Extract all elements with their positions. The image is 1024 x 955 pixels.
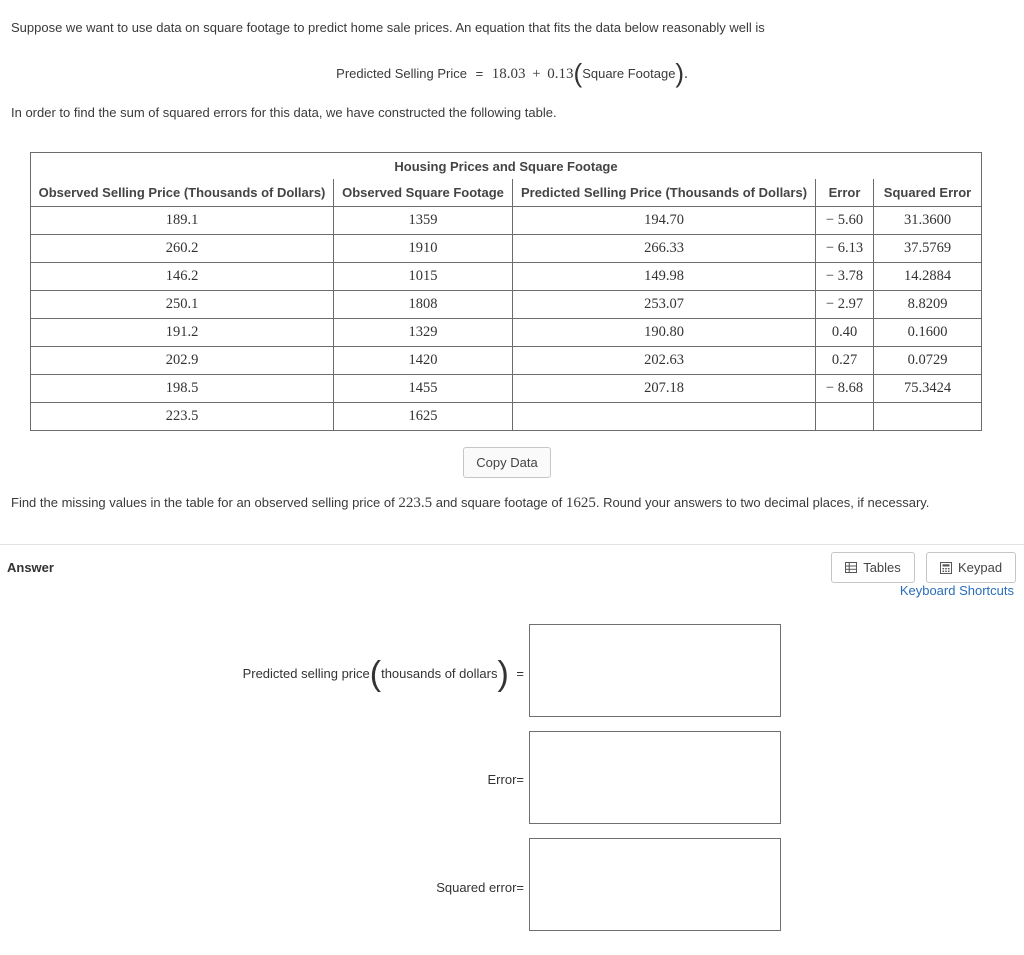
cell-squared-error	[874, 403, 982, 431]
table-row	[31, 403, 982, 431]
open-paren-glyph: (	[573, 58, 583, 88]
cell-observed-price: 250.1	[31, 291, 334, 319]
table-row	[31, 347, 982, 375]
keypad-button-label: Keypad	[957, 560, 1003, 575]
intro-text: Suppose we want to use data on square footage to predict home sale prices. An equation that fits the data below reasonably well is	[11, 20, 765, 35]
section-divider	[0, 544, 1024, 545]
table-grid-icon	[845, 562, 857, 573]
table-header-row	[31, 179, 982, 207]
cell-predicted-price: 207.18	[513, 375, 816, 403]
close-paren-glyph: )	[497, 655, 509, 693]
cell-predicted-price: 202.63	[513, 347, 816, 375]
cell-squared-error: 14.2884	[874, 263, 982, 291]
table-row	[31, 291, 982, 319]
calculator-icon	[940, 562, 952, 574]
predicted-label-equals: =	[516, 666, 524, 681]
error-input[interactable]	[529, 731, 781, 824]
table-row	[31, 235, 982, 263]
cell-error: − 3.78	[816, 263, 874, 291]
find-price-value: 223.5	[398, 495, 433, 511]
cell-observed-price: 202.9	[31, 347, 334, 375]
formula-intercept: 18.03	[491, 66, 526, 82]
squared-error-label: Squared error=	[436, 880, 524, 895]
cell-error: − 2.97	[816, 291, 874, 319]
cell-error: 0.27	[816, 347, 874, 375]
cell-squared-error: 31.3600	[874, 207, 982, 235]
cell-observed-price: 223.5	[31, 403, 334, 431]
keypad-button[interactable]	[926, 552, 1016, 583]
cell-squared-error: 0.0729	[874, 347, 982, 375]
find-prefix: Find the missing values in the table for an observed selling price of	[11, 495, 395, 510]
regression-formula	[0, 58, 1024, 89]
cell-predicted-price	[513, 403, 816, 431]
formula-lhs: Predicted Selling Price	[336, 66, 467, 81]
cell-observed-sqft: 1015	[334, 263, 513, 291]
open-paren-glyph: (	[369, 655, 382, 693]
predicted-price-input[interactable]	[529, 624, 781, 717]
cell-error	[816, 403, 874, 431]
cell-predicted-price: 266.33	[513, 235, 816, 263]
cell-observed-price: 198.5	[31, 375, 334, 403]
cell-error: 0.40	[816, 319, 874, 347]
find-middle: and square footage of	[435, 495, 563, 510]
cell-predicted-price: 149.98	[513, 263, 816, 291]
cell-observed-price: 260.2	[31, 235, 334, 263]
formula-plus: +	[532, 66, 541, 82]
housing-table	[30, 152, 982, 431]
table-caption: Housing Prices and Square Footage	[31, 153, 982, 180]
cell-squared-error: 8.8209	[874, 291, 982, 319]
cell-observed-price: 191.2	[31, 319, 334, 347]
predicted-label-unit: thousands of dollars	[381, 666, 498, 681]
table-row	[31, 207, 982, 235]
cell-observed-price: 146.2	[31, 263, 334, 291]
header-squared-error: Squared Error	[874, 179, 982, 207]
keyboard-shortcuts-link[interactable]: Keyboard Shortcuts	[899, 583, 1014, 598]
error-label: Error=	[487, 772, 524, 787]
cell-squared-error: 37.5769	[874, 235, 982, 263]
cell-observed-sqft: 1625	[334, 403, 513, 431]
header-observed-sqft: Observed Square Footage	[334, 179, 513, 207]
table-row	[31, 263, 982, 291]
cell-error: − 5.60	[816, 207, 874, 235]
cell-squared-error: 0.1600	[874, 319, 982, 347]
formula-variable: Square Footage	[582, 66, 676, 81]
predicted-label-start: Predicted selling price	[242, 666, 370, 681]
formula-equals: =	[475, 66, 484, 81]
cell-observed-sqft: 1910	[334, 235, 513, 263]
cell-predicted-price: 190.80	[513, 319, 816, 347]
cell-squared-error: 75.3424	[874, 375, 982, 403]
table-intro-text: In order to find the sum of squared errors for this data, we have constructed the following table.	[11, 105, 557, 120]
header-predicted-price: Predicted Selling Price (Thousands of Dollars)	[513, 179, 816, 207]
copy-data-button[interactable]: Copy Data	[463, 447, 551, 478]
cell-observed-price: 189.1	[31, 207, 334, 235]
find-suffix: . Round your answers to two decimal places, if necessary.	[595, 495, 930, 510]
formula-slope: 0.13	[547, 66, 574, 82]
cell-error: − 6.13	[816, 235, 874, 263]
cell-predicted-price: 253.07	[513, 291, 816, 319]
cell-observed-sqft: 1329	[334, 319, 513, 347]
tables-button-label: Tables	[863, 560, 901, 575]
header-observed-price: Observed Selling Price (Thousands of Dollars)	[31, 179, 334, 207]
cell-observed-sqft: 1420	[334, 347, 513, 375]
cell-observed-sqft: 1808	[334, 291, 513, 319]
cell-predicted-price: 194.70	[513, 207, 816, 235]
answer-heading: Answer	[7, 560, 54, 575]
predicted-price-label	[243, 655, 524, 694]
cell-observed-sqft: 1359	[334, 207, 513, 235]
formula-end: .	[684, 66, 688, 82]
find-sqft-value: 1625	[565, 495, 596, 511]
table-row	[31, 319, 982, 347]
cell-observed-sqft: 1455	[334, 375, 513, 403]
squared-error-input[interactable]	[529, 838, 781, 931]
header-error: Error	[816, 179, 874, 207]
tables-button[interactable]	[831, 552, 915, 583]
find-instruction	[11, 495, 929, 512]
table-row	[31, 375, 982, 403]
cell-error: − 8.68	[816, 375, 874, 403]
close-paren-glyph: )	[675, 58, 685, 88]
